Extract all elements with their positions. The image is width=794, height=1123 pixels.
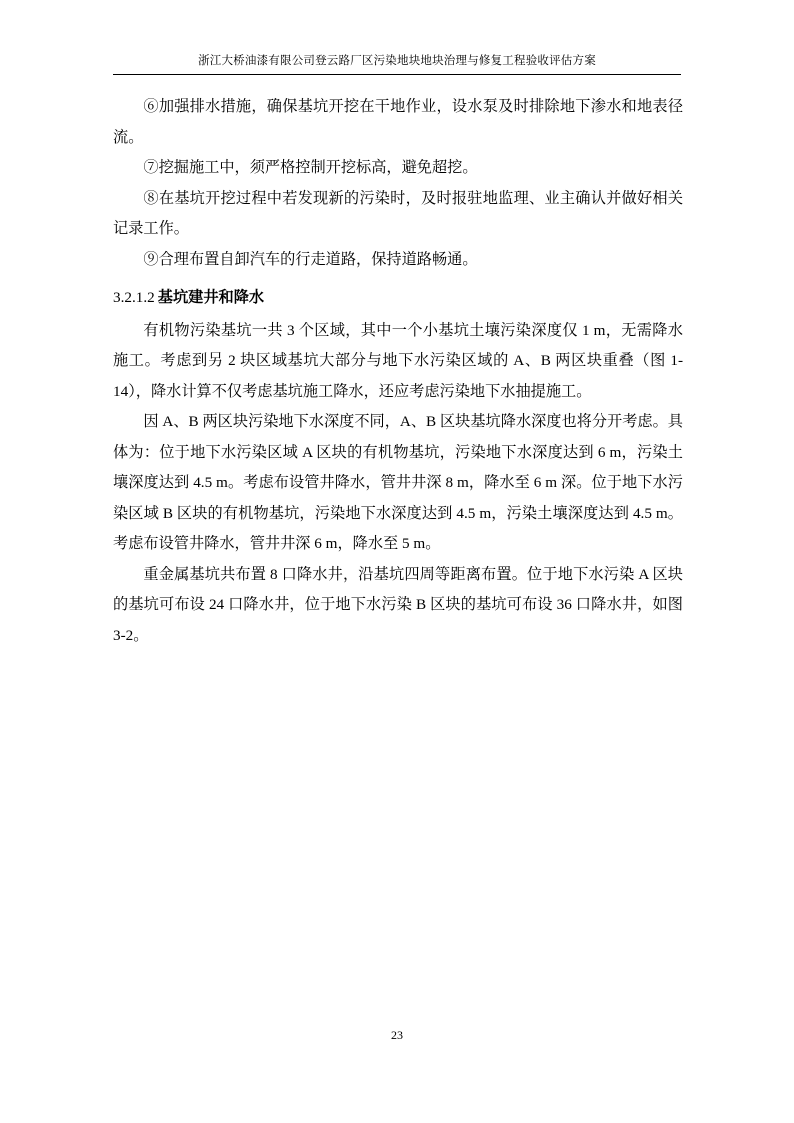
body-paragraph-3: 重金属基坑共布置 8 口降水井，沿基坑四周等距离布置。位于地下水污染 A 区块的基坑可布设 24 口降水井，位于地下水污染 B 区块的基坑可布设 36 口降水井，如图 3-2。 <box>113 565 683 644</box>
body-paragraph-2: 因 A、B 两区块污染地下水深度不同，A、B 区块基坑降水深度也将分开考虑。具体为：位于地下水污染区域 A 区块的有机物基坑，污染地下水深度达到 6 m，污染土壤深度达到 4.5 m。考虑布设管井降水，管井井深 8 m，降水至 6 m 深。位于地下水污染区域 B 区块的有机物基坑，污染地下水深度达到 4.5 m，污染土壤深度达到 4.5 m。考虑布设管井降水，管井井深 6 m，降水至 5 m。 <box>113 413 683 552</box>
section-number: 3.2.1.2 <box>113 289 155 306</box>
paragraph-item-8: ⑧在基坑开挖过程中若发现新的污染时，及时报驻地监理、业主确认并做好相关记录工作。 <box>113 189 683 237</box>
page-number: 23 <box>391 1028 403 1042</box>
page-content <box>113 92 683 651</box>
page-header: 浙江大桥油漆有限公司登云路厂区污染地块地块治理与修复工程验收评估方案 <box>198 55 596 67</box>
body-paragraph-1: 有机物污染基坑一共 3 个区域，其中一个小基坑土壤污染深度仅 1 m，无需降水施工。考虑到另 2 块区域基坑大部分与地下水污染区域的 A、B 两区块重叠（图 1-14），降水计算不仅考虑基坑施工降水，还应考虑污染地下水抽提施工。 <box>113 321 683 400</box>
paragraph-item-6: ⑥加强排水措施，确保基坑开挖在干地作业，设水泵及时排除地下渗水和地表径流。 <box>113 98 683 146</box>
section-title: 基坑建井和降水 <box>157 289 265 306</box>
header-divider <box>113 74 681 75</box>
paragraph-item-7: ⑦挖掘施工中，须严格控制开挖标高，避免超挖。 <box>143 159 478 176</box>
section-heading <box>113 283 683 314</box>
paragraph-item-9: ⑨合理布置自卸汽车的行走道路，保持道路畅通。 <box>143 250 478 268</box>
